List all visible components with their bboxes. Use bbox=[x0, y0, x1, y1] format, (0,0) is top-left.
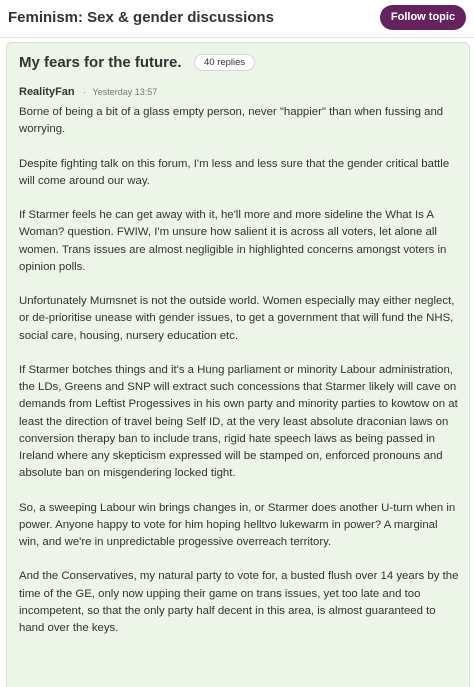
topic-header bbox=[0, 0, 474, 38]
meta-separator: · bbox=[83, 87, 87, 97]
post-body bbox=[19, 104, 459, 654]
thread-header bbox=[19, 54, 255, 74]
topic-title[interactable]: Feminism: Sex & gender discussions bbox=[8, 9, 274, 26]
post-paragraph: Unfortunately Mumsnet is not the outside world. Women especially may either neglect, or de-prioritise unease with gender issues, to get a government that will fund the NHS, social care, housing, nursery education etc. bbox=[19, 295, 455, 342]
post-paragraph: Despite fighting talk on this forum, I'm less and less sure that the gender critical battle will come around our way. bbox=[19, 157, 450, 187]
post-meta bbox=[19, 82, 157, 100]
replies-count-badge[interactable]: 40 replies bbox=[194, 54, 255, 71]
post-paragraph: Borne of being a bit of a glass empty person, never "happier" than when fussing and worrying. bbox=[19, 106, 444, 136]
thread-title: My fears for the future. bbox=[19, 54, 182, 72]
post-author[interactable]: RealityFan bbox=[19, 86, 75, 98]
post-paragraph: If Starmer botches things and it's a Hung parliament or minority Labour administration, the LDs, Greens and SNP will extract such concessions that Starmer likely will cave on demands from Leftist Progessives in his own party and minority parties to kowtow on at least the direction of travel being Self ID, at the very least absolute draconian laws on conversion therapy ban to include trans, rigid hate speech laws as being passed in Ireland where any skepticism expressed will be stamped on, enforced pronouns and absolute ban on misgendering locked tight. bbox=[19, 363, 458, 480]
post-paragraph: So, a sweeping Labour win brings changes in, or Starmer does another U-turn when in power. Anyone happy to vote for him hoping helltvo lukewarm in power? A marginal win, and we're in unpredictable progessive overreach territory. bbox=[19, 501, 456, 548]
post-paragraph: And the Conservatives, my natural party to vote for, a busted flush over 14 years by the time of the GE, only now upping their game on trans issues, yet too late and too incompetent, so that the only party half decent in this area, is almost guaranteed to hand over the keys. bbox=[19, 570, 459, 634]
thread-post bbox=[6, 42, 470, 687]
post-timestamp: Yesterday 13:57 bbox=[92, 87, 158, 97]
follow-topic-button[interactable]: Follow topic bbox=[380, 5, 466, 30]
post-paragraph: If Starmer feels he can get away with it, he'll more and more sideline the What Is A Woman? question. FWIW, I'm unsure how salient it is across all voters, let alone all women. Trans issues are almost negligible in highlighted concerns amongst voters in opinion polls. bbox=[19, 209, 447, 273]
